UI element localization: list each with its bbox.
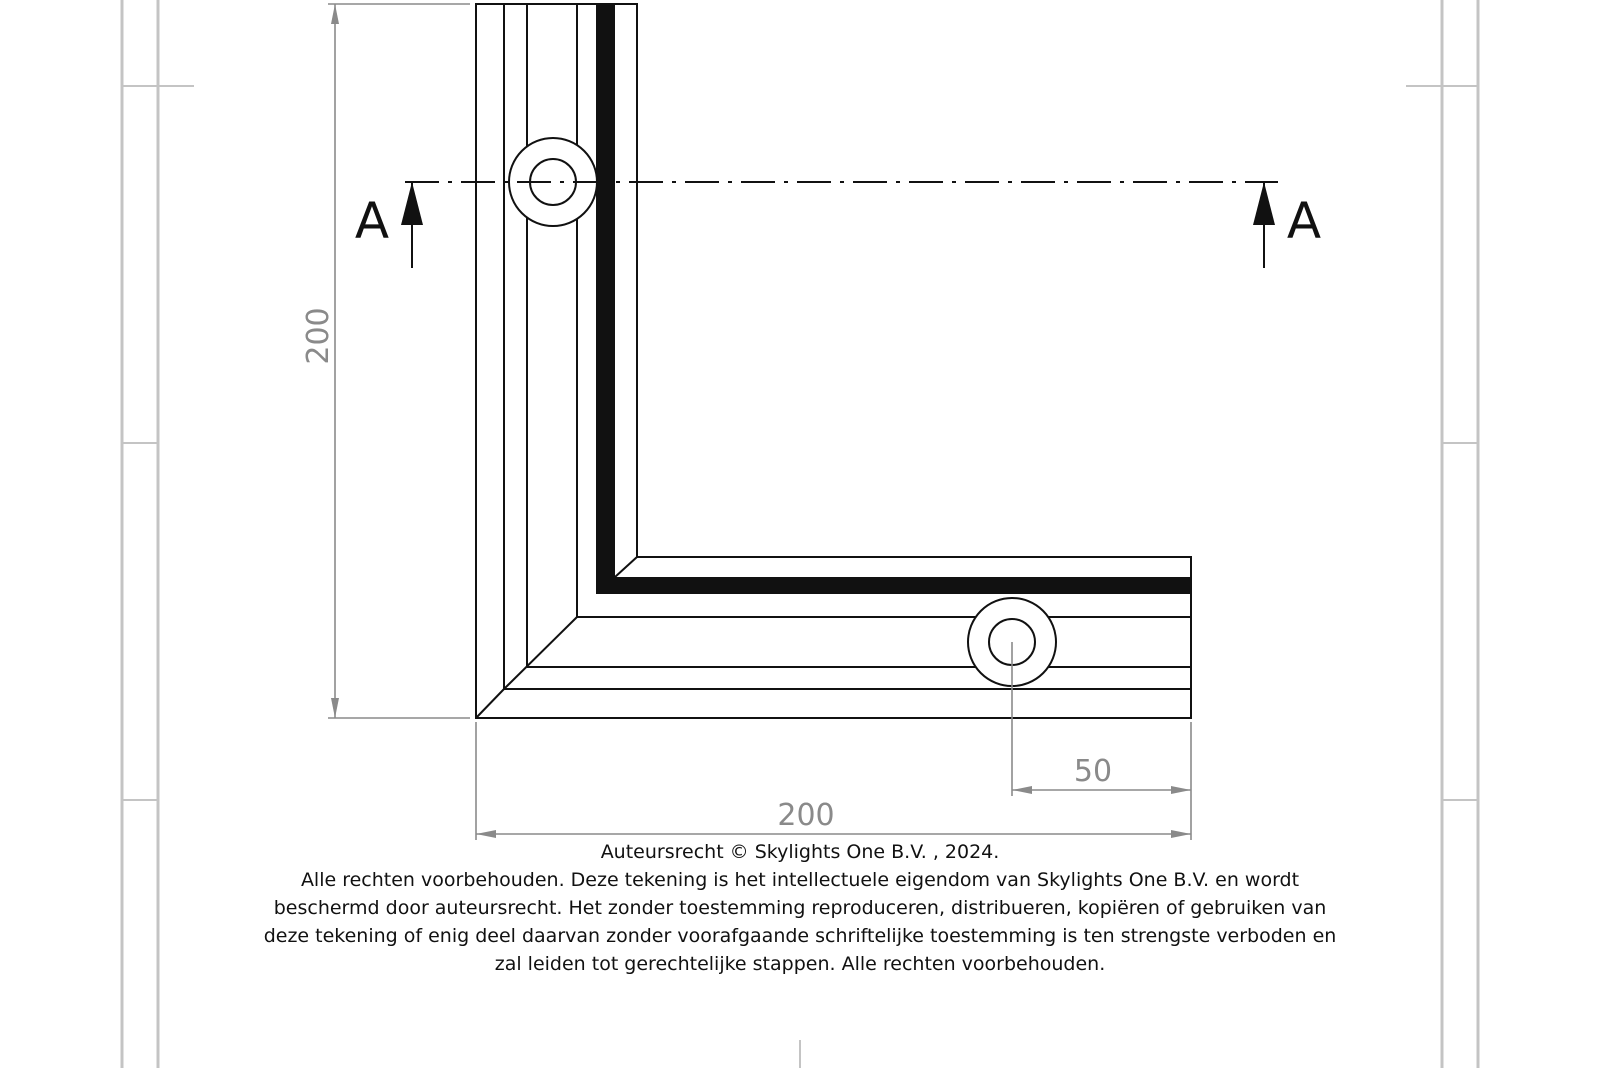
- copyright-line-4: deze tekening of enig deel daarvan zonder voorafgaande schriftelijke toestemming is ten strengste verboden en: [263, 925, 1337, 947]
- dimension-height: [328, 4, 470, 718]
- copyright-line-2: Alle rechten voorbehouden. Deze tekening is het intellectuele eigendom van Skylights One B.V. en wordt: [300, 869, 1300, 891]
- copyright-notice: [200, 838, 1400, 978]
- dimension-width-value: 200: [777, 798, 835, 833]
- section-label-left: A: [354, 192, 390, 250]
- l-profile: [476, 4, 1191, 718]
- dimension-height-value: 200: [301, 307, 336, 365]
- copyright-line-3: beschermd door auteursrecht. Het zonder toestemming reproduceren, distribueren, kopiëren of gebruiken van: [273, 897, 1327, 919]
- dimension-hole-offset-value: 50: [1073, 754, 1113, 789]
- section-label-right: A: [1286, 192, 1322, 250]
- copyright-line-1: Auteursrecht © Skylights One B.V. , 2024.: [600, 841, 1000, 863]
- copyright-line-5: zal leiden tot gerechtelijke stappen. Alle rechten voorbehouden.: [494, 953, 1106, 975]
